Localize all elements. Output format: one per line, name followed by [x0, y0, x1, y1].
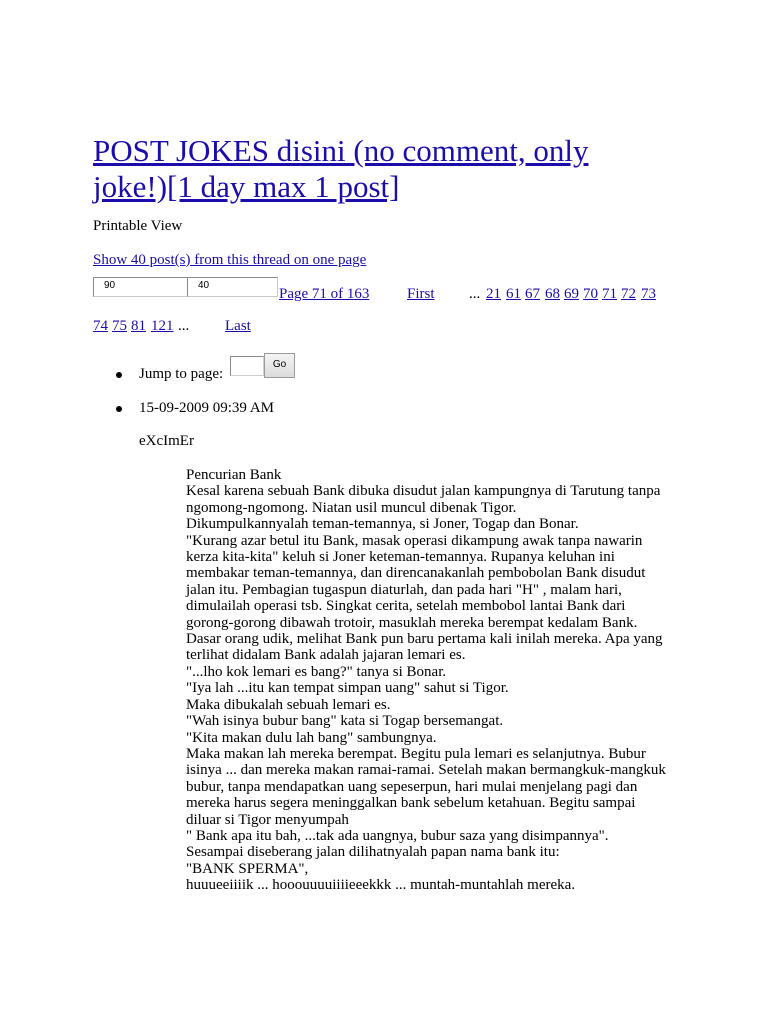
page-link-73[interactable]: 73	[641, 286, 656, 302]
jump-to-page-input[interactable]	[230, 356, 264, 376]
page-indicator-link[interactable]: Page 71 of 163	[279, 286, 370, 302]
post-line: "Kurang azar betul itu Bank, masak operasi dikampung awak tanpa nawarin kerza kita-kita" keluh si Joner keteman-temannya. Rupanya keluhan ini membakar teman-temannya, dan direncanakanlah pembobolan Bank disudut jalan itu. Pembagian tugaspun diaturlah, dan pada hari "H" , malam hari, dimulailah operasi tsb. Singkat cerita, setelah membobol lantai Bank dari gorong-gorong dibawah trotoir, masuklah mereka berempat kedalam Bank. Dasar orang udik, melihat Bank pun baru pertama kali inilah mereka. Apa yang terlihat didalam Bank adalah jajaran lemari es.	[186, 532, 663, 664]
post-line: "Kita makan dulu lah bang" sambungnya.	[186, 729, 437, 746]
page-link-81[interactable]: 81	[131, 318, 146, 334]
pagination-field-a[interactable]: 90	[93, 277, 188, 297]
page-title	[93, 133, 653, 205]
page-link-61[interactable]: 61	[506, 286, 521, 302]
page-link-72[interactable]: 72	[621, 286, 636, 302]
show-all-posts-link[interactable]: Show 40 post(s) from this thread on one page	[93, 252, 367, 268]
printable-view-label: Printable View	[93, 218, 183, 234]
post-line: "Iya lah ...itu kan tempat simpan uang" sahut si Tigor.	[186, 680, 509, 697]
post-line: Maka makan lah mereka berempat. Begitu pula lemari es selanjutnya. Bubur isinya ... dan mereka makan ramai-ramai. Setelah makan bermangkuk-mangkuk bubur, tanpa mendapatkan uang sepeserpun, hari mulai menjelang pagi dan mereka harus segera meninggalkan bank sebelum ketahuan. Begitu sampai diluar si Tigor menyumpah	[186, 745, 666, 828]
post-line: Pencurian Bank	[186, 467, 282, 483]
list-bullet	[116, 372, 122, 378]
page-link-21[interactable]: 21	[486, 286, 501, 302]
post-line: Sesampai diseberang jalan dilihatnyalah papan nama bank itu:	[186, 844, 560, 861]
post-line: "BANK SPERMA",	[186, 860, 309, 877]
post-line: huuueeiiiik ... hooouuuuiiiieeekkk ... muntah-muntahlah mereka.	[186, 877, 576, 894]
page-link-75[interactable]: 75	[112, 318, 127, 334]
post-line: Dikumpulkannyalah teman-temannya, si Joner, Togap dan Bonar.	[186, 516, 579, 533]
pagination-ellipsis-before: ...	[469, 286, 481, 302]
page-link-69[interactable]: 69	[564, 286, 579, 302]
post-line: "Wah isinya bubur bang" kata si Togap bersemangat.	[186, 713, 504, 730]
page-link-71[interactable]: 71	[602, 286, 617, 302]
post-line: Maka dibukalah sebuah lemari es.	[186, 696, 391, 713]
page-link-68[interactable]: 68	[545, 286, 560, 302]
pagination-field-b[interactable]: 40	[187, 277, 278, 297]
list-bullet	[116, 406, 122, 412]
post-line: " Bank apa itu bah, ...tak ada uangnya, bubur saza yang disimpannya".	[186, 827, 609, 844]
post-line: "...lho kok lemari es bang?" tanya si Bonar.	[186, 663, 447, 680]
page-link-74[interactable]: 74	[93, 318, 108, 334]
page-link-121[interactable]: 121	[151, 318, 174, 334]
post-body	[186, 467, 671, 894]
page-link-67[interactable]: 67	[525, 286, 540, 302]
pagination-ellipsis-after: ...	[178, 318, 190, 334]
post-line: Kesal karena sebuah Bank dibuka disudut jalan kampungnya di Tarutung tanpa ngomong-ngomong. Niatan usil muncul dibenak Tigor.	[186, 483, 661, 516]
go-button[interactable]: Go	[264, 353, 295, 378]
first-page-link[interactable]: First	[407, 286, 435, 302]
last-page-link[interactable]: Last	[225, 318, 251, 334]
thread-title-link[interactable]: POST JOKES disini (no comment, only joke!)[1 day max 1 post]	[93, 133, 589, 204]
page-link-70[interactable]: 70	[583, 286, 598, 302]
post-author: eXcImEr	[139, 433, 194, 449]
jump-to-page-label: Jump to page:	[139, 366, 224, 382]
post-timestamp: 15-09-2009 09:39 AM	[139, 400, 274, 416]
